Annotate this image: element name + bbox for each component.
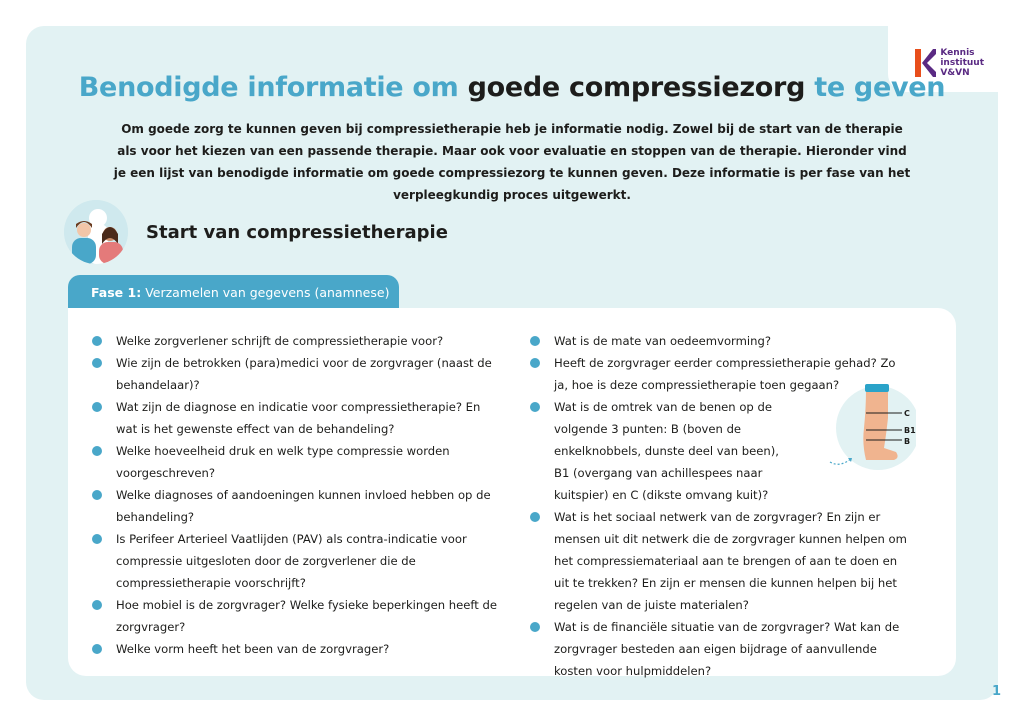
- page-title: [0, 72, 1024, 103]
- list-item: Welke zorgverlener schrijft de compressietherapie voor?: [92, 330, 502, 352]
- list-item: Wie zijn de betrokken (para)medici voor de zorgvrager (naast de behandelaar)?: [92, 352, 502, 396]
- title-part-3: te geven: [814, 72, 946, 103]
- bullet-icon: [92, 402, 102, 412]
- list-item: Hoe mobiel is de zorgvrager? Welke fysieke beperkingen heeft de zorgvrager?: [92, 594, 502, 638]
- logo-line-3: V&VN: [940, 68, 970, 78]
- fase-label: Fase 1:: [91, 285, 142, 300]
- list-item: Wat is het sociaal netwerk van de zorgvrager? En zijn er mensen uit dit netwerk die de zorgvrager kunnen helpen om het compressiemateriaal aan te brengen of aan te doen en uit te trekken? En zijn er mensen die kunnen helpen bij het regelen van de juiste materialen?: [530, 506, 910, 616]
- bullet-icon: [92, 644, 102, 654]
- logo-line-1: Kennis: [940, 48, 975, 58]
- bullet-icon: [92, 534, 102, 544]
- title-part-2: goede compressiezorg: [467, 72, 806, 103]
- bullet-icon: [530, 358, 540, 368]
- list-item: Heeft de zorgvrager eerder compressietherapie gehad? Zo ja, hoe is deze compressietherapie toen gegaan?: [530, 352, 910, 396]
- bullet-icon: [92, 358, 102, 368]
- list-item: Wat is de mate van oedeemvorming?: [530, 330, 910, 352]
- list-item: Is Perifeer Arterieel Vaatlijden (PAV) als contra-indicatie voor compressie uitgesloten door de zorgverlener die de compressietherapie voorschrijft?: [92, 528, 502, 594]
- logo-line-2: instituut: [940, 58, 984, 68]
- bullet-icon: [530, 336, 540, 346]
- bullet-icon: [530, 622, 540, 632]
- bullet-icon: [530, 402, 540, 412]
- list-item: Wat zijn de diagnose en indicatie voor compressietherapie? En wat is het gewenste effect van de behandeling?: [92, 396, 502, 440]
- list-item: Welke diagnoses of aandoeningen kunnen invloed hebben op de behandeling?: [92, 484, 502, 528]
- leg-label-c: C: [904, 409, 910, 418]
- bullet-icon: [530, 512, 540, 522]
- bullet-icon: [92, 336, 102, 346]
- list-item: Welke vorm heeft het been van de zorgvrager?: [92, 638, 502, 660]
- fase-description: Verzamelen van gegevens (anamnese): [145, 285, 390, 300]
- page-number: 1: [992, 684, 1002, 699]
- list-item: Welke hoeveelheid druk en welk type compressie worden voorgeschreven?: [92, 440, 502, 484]
- list-item: Wat is de financiële situatie van de zorgvrager? Wat kan de zorgvrager besteden aan eigen bijdrage of aanvullende kosten voor hulpmiddelen?: [530, 616, 910, 682]
- list-item: Wat is de omtrek van de benen op de volgende 3 punten: B (boven de enkelknobbels, dunste deel van been), B1 (overgang van achillespees naar kuitspier) en C (dikste omvang kuit)?: [530, 396, 910, 506]
- questions-card: [68, 308, 956, 676]
- leg-label-b1: B1: [904, 426, 916, 435]
- intro-paragraph: Om goede zorg te kunnen geven bij compressietherapie heb je informatie nodig. Zowel bij de start van de therapie als voor het kiezen van een passende therapie. Maar ook voor evaluatie en stoppen van de therapie. Hieronder vind je een lijst van benodigde informatie om goede compressiezorg te kunnen geven. Deze informatie is per fase van het verpleegkundig proces uitgewerkt.: [113, 122, 911, 202]
- bullet-icon: [92, 490, 102, 500]
- caregivers-illustration: [64, 200, 128, 264]
- leg-measurement-illustration: [826, 378, 916, 474]
- title-part-1: Benodigde informatie om: [78, 72, 459, 103]
- section-title: Start van compressietherapie: [146, 222, 448, 243]
- left-question-list: [92, 330, 502, 660]
- bullet-icon: [92, 446, 102, 456]
- leg-label-b: B: [904, 437, 911, 446]
- bullet-icon: [92, 600, 102, 610]
